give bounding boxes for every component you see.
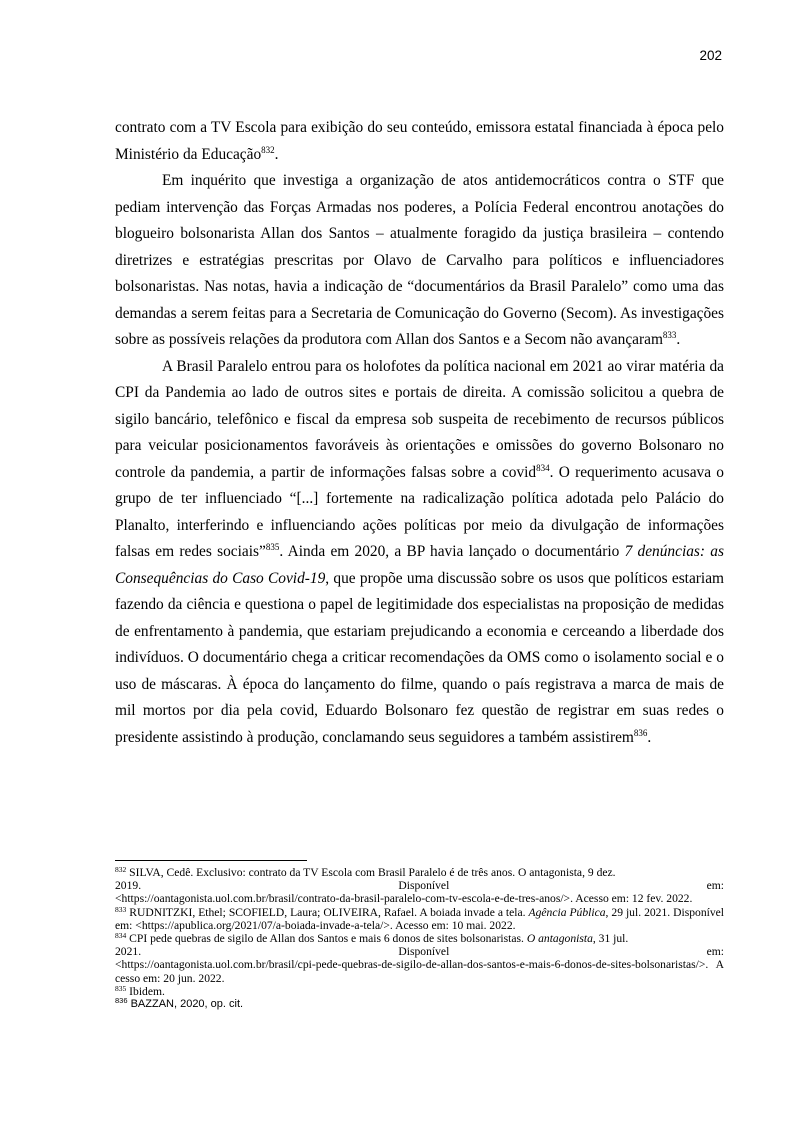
paragraph-text: contrato com a TV Escola para exibição do seu conteúdo, emissora estatal financiada à época pelo Ministério da Educação [115,119,724,163]
paragraph-end: . [647,728,652,746]
footnote-text: , 31 jul. [592,932,629,946]
footnote-journal: Agência Pública [528,905,606,919]
footnote-ref[interactable]: 834 [536,462,550,473]
footnote-835 [115,985,724,998]
paragraph-text: Em inquérito que investiga a organização de atos antidemocráticos contra o STF que pediam intervenção das Forças Armadas nos poderes, a Polícia Federal encontrou anotações do blogueiro bolsonarista Allan dos Santos – atualmente foragido da justiça brasileira – contendo diretrizes e estratégias prescritas por Olavo de Carvalho para políticos e influenciadores bolsonaristas. Nas notas, havia a indicação de “documentários da Brasil Paralelo” como uma das demandas a serem feitas para a Secretaria de Comunicação do Governo (Secom). As investigações sobre as possíveis relações da produtora com Allan dos Santos e a Secom não avançaram [115,172,724,348]
footnotes [115,866,724,1011]
paragraph-text: . O requerimento acusava o grupo de ter influenciado “[...] fortemente na radicalização política adotada pelo Palácio do Planalto, interferindo e influenciando ações políticas por meio da divulgação de informações falsas em redes sociais” [115,463,724,560]
footnote-text: 2021. [115,945,142,959]
paragraph-text: , que propõe uma discussão sobre os usos que políticos estariam fazendo da ciência e questiona o papel de legitimidade dos especialistas na proposição de medidas de enfrentamento à pandemia, que estariam prejudicando a economia e cerceando a liberdade dos indivíduos. O documentário chega a criticar recomendações da OMS como o isolamento social e o uso de máscaras. À época do lançamento do filme, quando o país registrava a marca de mais de mil mortos por dia pela covid, Eduardo Bolsonaro fez questão de registrar em suas redes o presidente assistindo à produção, conclamando seus seguidores a também assistirem [115,569,724,746]
footnote-ref[interactable]: 832 [261,144,275,155]
footnote-834 [115,932,724,985]
footnote-text: Disponível [398,945,450,959]
paragraph-3 [115,354,724,752]
footnote-ref[interactable]: 833 [662,330,677,340]
footnote-link[interactable]: <https://oantagonista.uol.com.br/brasil/contrato-da-brasil-paralelo-com-tv-escola-e-de-tres-anos/>. [115,892,573,906]
paragraph-1 [115,115,724,168]
film-title: 7 denúncias: as Consequências do Caso Covid-19 [115,543,724,587]
footnote-number: 836 [115,996,128,1006]
footnote-text: SILVA, Cedê. Exclusivo: contrato da TV Escola com Brasil Paralelo é de três anos. O antagonista, 9 dez. [129,866,616,879]
footnote-833 [115,906,724,932]
footnote-journal: O antagonista [526,932,593,946]
footnote-text: Disponível [398,879,450,893]
footnote-number: 833 [115,904,127,914]
footnote-text: em: [706,945,724,959]
footnote-separator [115,860,307,861]
footnote-number: 832 [115,865,127,874]
paragraph-end: . [676,331,681,348]
footnote-832 [115,866,724,906]
footnote-text: 2019. [115,879,142,893]
paragraph-text: . Ainda em 2020, a BP havia lançado o documentário [279,543,625,560]
footnote-text: RUDNITZKI, Ethel; SCOFIELD, Laura; OLIVEIRA, Rafael. A boiada invade a tela. [129,905,529,919]
paragraph-2 [115,168,724,354]
footnote-ref[interactable]: 835 [265,542,280,552]
footnote-link[interactable]: <https://oantagonista.uol.com.br/brasil/cpi-pede-quebras-de-sigilo-de-allan-dos-santos-e-mais-6-donos-de-sites-bolsonaristas/>. Acesso em: 20 jun. 2022. [115,958,724,985]
footnote-number: 835 [115,983,127,993]
body-text [115,115,724,751]
footnote-text: Ibidem. [129,984,165,998]
footnote-number: 834 [115,931,127,941]
paragraph-text: A Brasil Paralelo entrou para os holofotes da política nacional em 2021 ao virar matéria da CPI da Pandemia ao lado de outros sites e portais de direita. A comissão solicitou a quebra de sigilo bancário, telefônico e fiscal da empresa sob suspeita de recebimento de recursos públicos para veicular posicionamentos favoráveis às orientações e omissões do governo Bolsonaro no controle da pandemia, a partir de informações falsas sobre a covid [115,357,724,481]
footnote-text: Acesso em: 12 fev. 2022. [575,892,693,906]
footnote-text: BAZZAN, 2020, op. cit. [130,998,244,1011]
paragraph-end: . [274,145,279,163]
footnote-text: em: [706,879,724,893]
footnote-ref[interactable]: 836 [633,727,648,738]
footnote-836 [115,998,724,1011]
page-number: 202 [699,48,722,63]
footnote-text: CPI pede quebras de sigilo de Allan dos Santos e mais 6 donos de sites bolsonaristas. [129,932,527,946]
footnote-text: , 29 jul. 2021. Disponível em: <https://apublica.org/2021/07/a-boiada-invade-a-tela/>. Acesso em: 10 mai. 2022. [115,905,724,932]
